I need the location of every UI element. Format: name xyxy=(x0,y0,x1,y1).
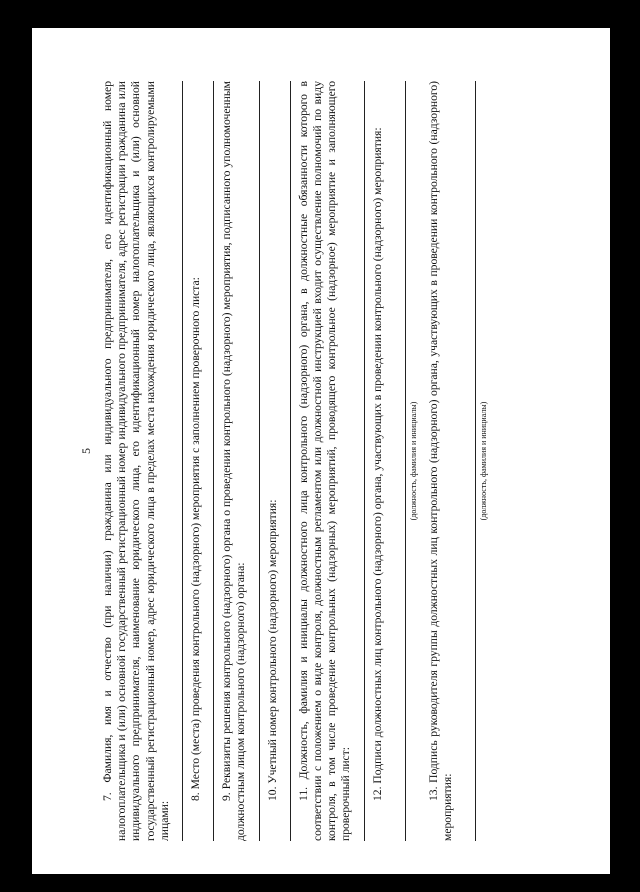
document-body xyxy=(101,81,498,841)
item-9: 9. Реквизиты решения контрольного (надзорного) органа о проведении контрольного (надзорного) мероприятия, подписанного уполномоченным должностным лицом контрольного (надзорного) органа: xyxy=(220,81,248,841)
item-13: 13. Подпись руководителя группы должностных лиц контрольного (надзорного) органа, участвующих в проведении контрольного (надзорного) мероприятия: xyxy=(427,81,455,841)
item-11: 11. Должность, фамилия и инициалы должностного лица контрольного (надзорного) органа, в должностные обязанности которого в соответствии с положением о виде контроля, должностным регламентом или должностной инструкцией входит осуществление полномочий по виду контроля, в том числе проведение контрольных (надзорных) мероприятий, проводящего контрольное (надзорное) мероприятие и заполняющего проверочный лист: xyxy=(296,81,353,841)
item-7: 7. Фамилия, имя и отчество (при наличии) гражданина или индивидуального предпринимателя, его идентификационный номер налогоплательщика и (или) основной государственный регистрационный номер индивидуального предпринимателя, адрес регистрации гражданина или индивидуального предпринимателя, наименование юридического лица, его идентификационный номер налогоплательщика и (или) основной государственный регистрационный номер, адрес юридического лица в пределах места нахождения юридического лица, являющихся контролируемыми лицами: xyxy=(101,81,171,841)
signature-line-12 xyxy=(395,81,406,841)
item-12: 12. Подписи должностных лиц контрольного (надзорного) органа, участвующих в проведении контрольного (надзорного) мероприятия: xyxy=(370,127,384,801)
fill-line xyxy=(207,81,214,841)
page-number: 5 xyxy=(79,448,93,454)
item-10: 10. Учетный номер контрольного (надзорного) мероприятия: xyxy=(265,499,279,801)
document-page xyxy=(32,28,610,874)
fill-line xyxy=(253,81,260,841)
signature-caption-12: (должность, фамилия и инициалы) xyxy=(408,401,418,521)
fill-line xyxy=(284,81,291,841)
signature-caption-13: (должность, фамилия и инициалы) xyxy=(479,401,489,521)
fill-line xyxy=(358,81,365,841)
rotated-content xyxy=(61,45,581,857)
fill-line xyxy=(176,81,183,841)
item-8: 8. Место (места) проведения контрольного (надзорного) мероприятия с заполнением проверочного листа: xyxy=(189,277,203,801)
signature-line-13 xyxy=(465,81,476,841)
